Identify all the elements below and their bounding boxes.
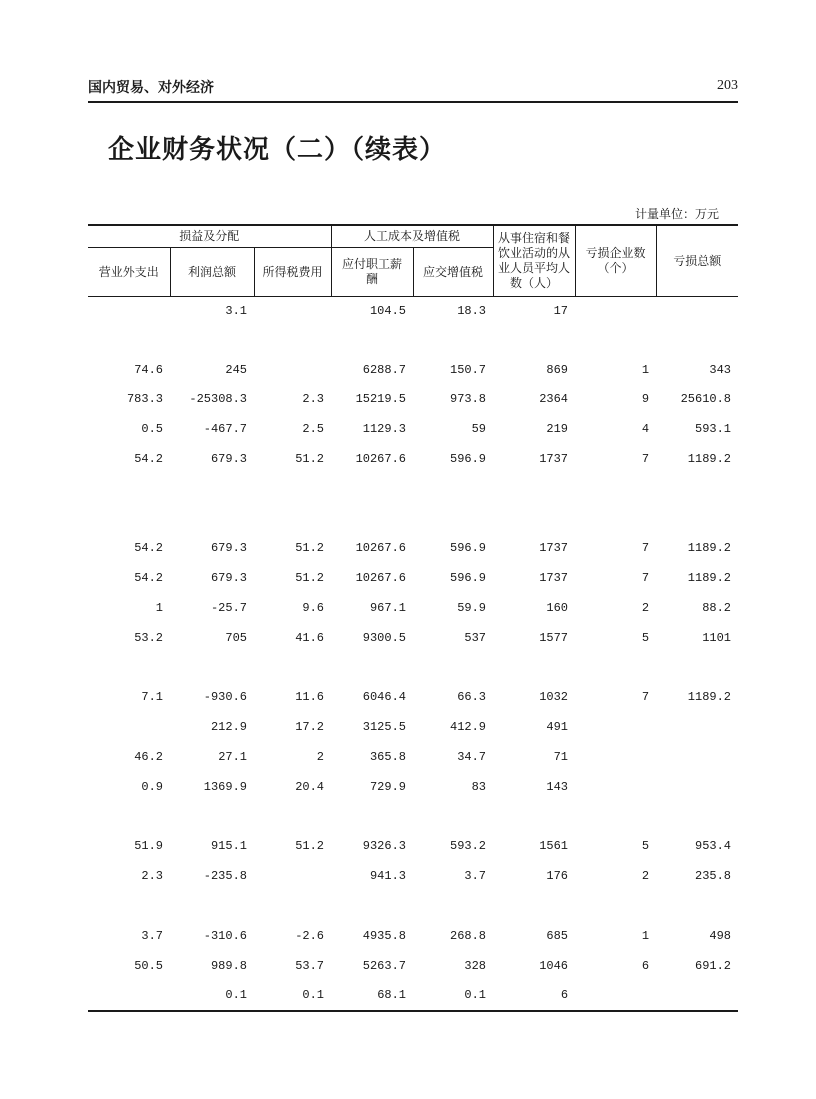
table-cell [493,891,575,921]
table-cell: -25.7 [210,601,247,616]
table-cell [656,981,738,1011]
table-cell [413,802,493,832]
table-row [88,297,738,326]
table-cell [575,891,656,921]
table-cell: 343 [709,362,732,377]
table-row [88,981,738,1011]
table-cell [331,325,413,355]
section-title: 国内贸易、对外经济 [88,80,214,96]
table-cell: 593.1 [695,422,732,437]
table-cell [88,802,170,832]
table-cell [493,653,575,683]
table-cell: 1577 [539,630,569,645]
table-cell: 150.7 [450,362,487,377]
table-cell [88,653,170,683]
table-cell: 88.2 [702,601,732,616]
table-cell: 1032 [539,690,569,705]
table-cell: 2 [641,869,650,884]
unit-note: 计量单位：万元 [634,207,719,221]
table-cell: 5 [641,630,650,645]
col-header-total-profit: 利润总额 [170,248,254,297]
table-cell: 25610.8 [680,392,732,407]
table-row [88,742,738,772]
table-row [88,921,738,951]
table-cell: 10267.6 [355,541,406,556]
table-cell [493,474,575,504]
table-row [88,653,738,683]
table-cell [656,504,738,534]
table-cell [254,653,331,683]
table-cell [575,981,656,1011]
table-cell: 953.4 [695,839,732,854]
table-cell: 6046.4 [362,690,406,705]
table-cell [331,802,413,832]
table-cell: 71 [553,750,569,765]
table-cell: 68.1 [377,988,406,1003]
table-cell [575,772,656,802]
table-cell: 0.1 [225,988,247,1003]
table-cell [254,325,331,355]
table-cell: 3.7 [464,869,487,884]
table-cell: 59.9 [457,601,487,616]
table-cell: 0.1 [302,988,324,1003]
table-cell: 51.2 [295,839,324,854]
table-cell: 235.8 [695,869,732,884]
table-row [88,802,738,832]
table-cell: 412.9 [450,720,487,735]
table-cell: 498 [709,928,732,943]
table-cell [413,653,493,683]
table-cell: 245 [225,362,247,377]
table-cell [88,891,170,921]
table-cell: 46.2 [134,750,163,765]
table-cell: 783.3 [126,392,163,407]
table-cell: 9 [641,392,650,407]
table-cell: 1 [155,601,163,616]
table-cell [331,891,413,921]
table-cell: 41.6 [295,630,324,645]
table-cell [170,891,254,921]
table-cell: 596.9 [450,571,487,586]
table-cell: 54.2 [134,571,163,586]
table-cell: 679.3 [210,452,247,467]
page-number: 203 [717,78,738,93]
table-cell [656,742,738,772]
table-row [88,504,738,534]
table-row [88,891,738,921]
table-cell [413,325,493,355]
table-cell [575,742,656,772]
group-header-row [88,225,738,248]
table-cell: 1737 [539,452,569,467]
table-cell [575,802,656,832]
table-cell: 5263.7 [362,958,406,973]
table-row [88,772,738,802]
table-cell: 1046 [539,958,569,973]
table-cell: -2.6 [295,928,324,943]
table-cell: 17.2 [295,720,324,735]
table-cell [656,297,738,326]
table-cell: 593.2 [450,839,487,854]
table-cell: 596.9 [450,541,487,556]
table-row [88,325,738,355]
table-cell: 83 [471,779,487,794]
table-cell: 9300.5 [362,630,406,645]
table-cell [254,891,331,921]
table-cell: -930.6 [203,690,247,705]
table-cell: 679.3 [210,541,247,556]
table-cell: 691.2 [695,958,732,973]
table-cell [331,504,413,534]
table-cell: 54.2 [134,452,163,467]
table-cell: 1 [641,928,650,943]
table-row [88,951,738,981]
table-cell [88,474,170,504]
table-cell [254,297,331,326]
table-cell: 869 [546,362,569,377]
col-header-payroll: 应付职工薪酬 [331,248,413,297]
table-cell: 10267.6 [355,452,406,467]
table-cell: 9326.3 [362,839,406,854]
table-cell: 15219.5 [355,392,406,407]
table-cell: 1189.2 [687,541,732,556]
table-cell [331,474,413,504]
table-cell [575,712,656,742]
table-cell: 2.5 [302,422,324,437]
table-cell [656,772,738,802]
running-header [88,77,738,103]
col-header-vat: 应交增值税 [413,248,493,297]
table-row [88,623,738,653]
table-cell: 491 [546,720,569,735]
table-row [88,444,738,474]
table-cell [656,891,738,921]
group-header-labor: 人工成本及增值税 [331,225,493,248]
table-cell: 74.6 [134,362,163,377]
table-cell: 685 [546,928,569,943]
table-row [88,474,738,504]
col-header-loss-total: 亏损总额 [656,225,738,297]
table-cell: 268.8 [450,928,487,943]
table-row [88,355,738,385]
table-cell: 2.3 [302,392,324,407]
table-cell: 328 [464,958,487,973]
table-cell: 0.9 [141,779,163,794]
table-cell [88,297,170,326]
table-cell [656,802,738,832]
table-cell [656,325,738,355]
table-body [88,297,738,1011]
table-cell [170,325,254,355]
table-cell [575,653,656,683]
table-cell: 1737 [539,541,569,556]
table-cell: 0.5 [141,422,163,437]
table-row [88,683,738,713]
table-cell [575,474,656,504]
table-cell [254,504,331,534]
table-cell: 104.5 [369,304,406,318]
table-cell [575,504,656,534]
table-cell: 537 [464,630,487,645]
table-cell: 9.6 [302,601,324,616]
table-cell [170,504,254,534]
table-cell: 1561 [539,839,569,854]
table-cell: 27.1 [218,750,247,765]
table-row [88,712,738,742]
table-cell: 53.7 [295,958,324,973]
table-cell: 989.8 [210,958,247,973]
table-cell: 6 [641,958,650,973]
table-cell [656,712,738,742]
table-cell: 1101 [702,630,732,645]
table-row [88,563,738,593]
table-cell [575,325,656,355]
table-cell: 34.7 [457,750,487,765]
table-cell: 2.3 [141,869,163,884]
table-cell: 7 [641,541,650,556]
table-cell: 1189.2 [687,452,732,467]
table-cell: 54.2 [134,541,163,556]
table-cell: 3125.5 [362,720,406,735]
table-cell: 59 [471,422,487,437]
table-cell: 18.3 [457,304,487,318]
table-cell: 4935.8 [362,928,406,943]
group-header-profit: 损益及分配 [88,225,331,248]
table-cell [88,325,170,355]
table-row [88,414,738,444]
col-header-income-tax: 所得税费用 [254,248,331,297]
table-cell: -235.8 [203,869,247,884]
table-cell [170,474,254,504]
table-cell [254,355,331,385]
table-cell [656,653,738,683]
table-cell [170,653,254,683]
table-cell: 66.3 [457,690,487,705]
table-cell: 5 [641,839,650,854]
table-cell [88,712,170,742]
table-cell: 50.5 [134,958,163,973]
table-cell: 915.1 [210,839,247,854]
table-cell [493,504,575,534]
table-cell: 51.2 [295,571,324,586]
table-cell [493,325,575,355]
table-row [88,534,738,564]
table-cell: 1129.3 [362,422,406,437]
table-cell: -467.7 [203,422,247,437]
table-cell: 11.6 [295,690,324,705]
table-cell: 10267.6 [355,571,406,586]
table-cell: -310.6 [203,928,247,943]
col-header-employees: 从事住宿和餐饮业活动的从业人员平均人数（人） [493,225,575,297]
table-cell [331,653,413,683]
table-cell: 176 [546,869,569,884]
table-cell [170,802,254,832]
table-cell [88,981,170,1011]
table-row [88,832,738,862]
table-cell [413,891,493,921]
table-cell: 20.4 [295,779,324,794]
table-row [88,593,738,623]
table-bottom-rule [88,1010,738,1012]
table-cell: 51.2 [295,452,324,467]
table-cell [254,861,331,891]
financial-table [88,224,738,1012]
table-cell [413,474,493,504]
table-cell: 2 [316,750,324,765]
table-cell: 219 [546,422,569,437]
table-cell: 1 [641,362,650,377]
col-header-nonop-expense: 营业外支出 [88,248,170,297]
table-cell: 3.7 [141,928,163,943]
table-cell: 6 [560,988,569,1003]
table-cell [254,802,331,832]
table-cell: 596.9 [450,452,487,467]
table-cell: 17 [553,304,569,318]
table-cell: 7 [641,571,650,586]
table-row [88,861,738,891]
table-row [88,385,738,415]
table-cell: 7 [641,690,650,705]
table-cell: 679.3 [210,571,247,586]
table-cell: 4 [641,422,650,437]
table-cell: 51.9 [134,839,163,854]
table-cell [656,474,738,504]
table-cell [575,297,656,326]
table-cell: 7 [641,452,650,467]
table-cell: 1189.2 [687,690,732,705]
table-cell: 0.1 [464,988,487,1003]
table-cell: 1189.2 [687,571,732,586]
table-cell: 973.8 [450,392,487,407]
table-cell: 143 [546,779,569,794]
table-cell: 1369.9 [203,779,247,794]
table-cell: 941.3 [369,869,406,884]
table-cell: 3.1 [225,304,247,318]
table-cell: 212.9 [210,720,247,735]
table-cell: 729.9 [369,779,406,794]
table-cell: 967.1 [369,601,406,616]
table-cell [493,802,575,832]
table-cell: 6288.7 [362,362,406,377]
table-cell: 1737 [539,571,569,586]
table-cell: -25308.3 [189,392,247,407]
table-cell: 705 [225,630,247,645]
table-cell: 2 [641,601,650,616]
table-cell [413,504,493,534]
table-cell: 160 [546,601,569,616]
page-title: 企业财务状况（二）（续表） [108,135,447,165]
table-cell: 2364 [539,392,569,407]
table-cell [88,504,170,534]
col-header-loss-count: 亏损企业数（个） [575,225,656,297]
table-cell [254,474,331,504]
table-cell: 51.2 [295,541,324,556]
table-cell: 7.1 [141,690,163,705]
table-cell: 365.8 [369,750,406,765]
table-cell: 53.2 [134,630,163,645]
